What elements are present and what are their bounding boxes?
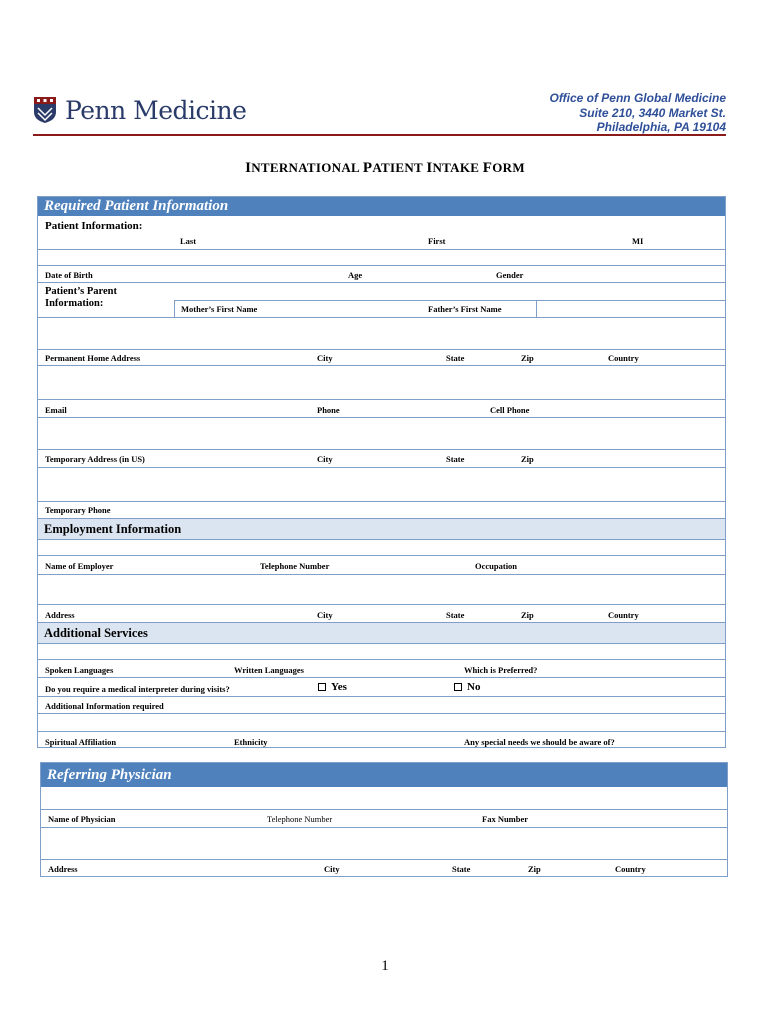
physician-fax-label: Fax Number [482, 814, 529, 824]
referring-section-header [41, 763, 727, 787]
office-address [550, 91, 726, 135]
employer-telephone-label: Telephone Number [260, 561, 330, 571]
employer-state-label: State [446, 610, 465, 620]
first-name-label: First [428, 236, 446, 246]
form-title: INTERNATIONAL PATIENT INTAKE FORM [245, 160, 525, 176]
yes-checkbox[interactable] [318, 683, 326, 691]
employer-label: Name of Employer [45, 561, 114, 571]
interpreter-no-option[interactable]: No [454, 681, 480, 693]
ethnicity-label: Ethnicity [234, 737, 268, 747]
required-section-header [38, 197, 725, 216]
home-zip-label: Zip [521, 353, 534, 363]
gender-label: Gender [496, 270, 524, 280]
no-checkbox[interactable] [454, 683, 462, 691]
mother-name-label: Mother’s First Name [181, 304, 258, 314]
temp-city-label: City [317, 454, 333, 464]
page-number: 1 [381, 958, 389, 974]
written-languages-label: Written Languages [234, 665, 304, 675]
father-name-label: Father’s First Name [428, 304, 502, 314]
parent-info-label: Patient’s Parent Information: [45, 286, 118, 309]
interpreter-yes-option[interactable]: Yes [318, 681, 347, 693]
employment-section-title: Employment Information [44, 522, 182, 536]
brand-name: Penn Medicine [65, 95, 247, 125]
age-label: Age [348, 270, 363, 280]
interpreter-question: Do you require a medical interpreter during visits? [45, 684, 230, 694]
home-city-label: City [317, 353, 333, 363]
temp-zip-label: Zip [521, 454, 534, 464]
employer-city-label: City [317, 610, 333, 620]
required-section-title: Required Patient Information [44, 198, 229, 214]
last-name-label: Last [180, 236, 197, 246]
temp-phone-label: Temporary Phone [45, 505, 111, 515]
dob-label: Date of Birth [45, 270, 93, 280]
home-country-label: Country [608, 353, 639, 363]
special-needs-label: Any special needs we should be aware of? [464, 737, 615, 747]
employer-country-label: Country [608, 610, 639, 620]
physician-telephone-label: Telephone Number [267, 814, 333, 824]
employer-zip-label: Zip [521, 610, 534, 620]
spoken-languages-label: Spoken Languages [45, 665, 114, 675]
email-label: Email [45, 405, 67, 415]
physician-country-label: Country [615, 864, 646, 874]
phone-label: Phone [317, 405, 340, 415]
referring-section-title: Referring Physician [47, 767, 172, 783]
temp-address-label: Temporary Address (in US) [45, 454, 145, 464]
preferred-language-label: Which is Preferred? [464, 665, 538, 675]
penn-medicine-logo [33, 94, 246, 126]
temp-state-label: State [446, 454, 465, 464]
office-line-3: Philadelphia, PA 19104 [596, 120, 726, 134]
mi-label: MI [632, 236, 644, 246]
header-divider [33, 134, 726, 136]
physician-state-label: State [452, 864, 471, 874]
home-state-label: State [446, 353, 465, 363]
physician-zip-label: Zip [528, 864, 541, 874]
physician-city-label: City [324, 864, 340, 874]
home-address-label: Permanent Home Address [45, 353, 141, 363]
spiritual-affiliation-label: Spiritual Affiliation [45, 737, 117, 747]
employer-address-label: Address [45, 610, 75, 620]
office-line-1: Office of Penn Global Medicine [549, 91, 726, 105]
physician-address-label: Address [48, 864, 78, 874]
patient-intake-table [37, 196, 726, 748]
employment-section-header [38, 518, 725, 540]
additional-section-title: Additional Services [44, 626, 148, 640]
additional-section-header [38, 622, 725, 644]
office-line-2: Suite 210, 3440 Market St. [579, 105, 726, 120]
physician-name-label: Name of Physician [48, 814, 116, 824]
referring-physician-table [40, 762, 728, 877]
shield-icon [33, 96, 57, 124]
cell-phone-label: Cell Phone [490, 405, 530, 415]
occupation-label: Occupation [475, 561, 518, 571]
additional-info-label: Additional Information required [45, 701, 164, 711]
patient-info-label: Patient Information: [45, 220, 143, 232]
